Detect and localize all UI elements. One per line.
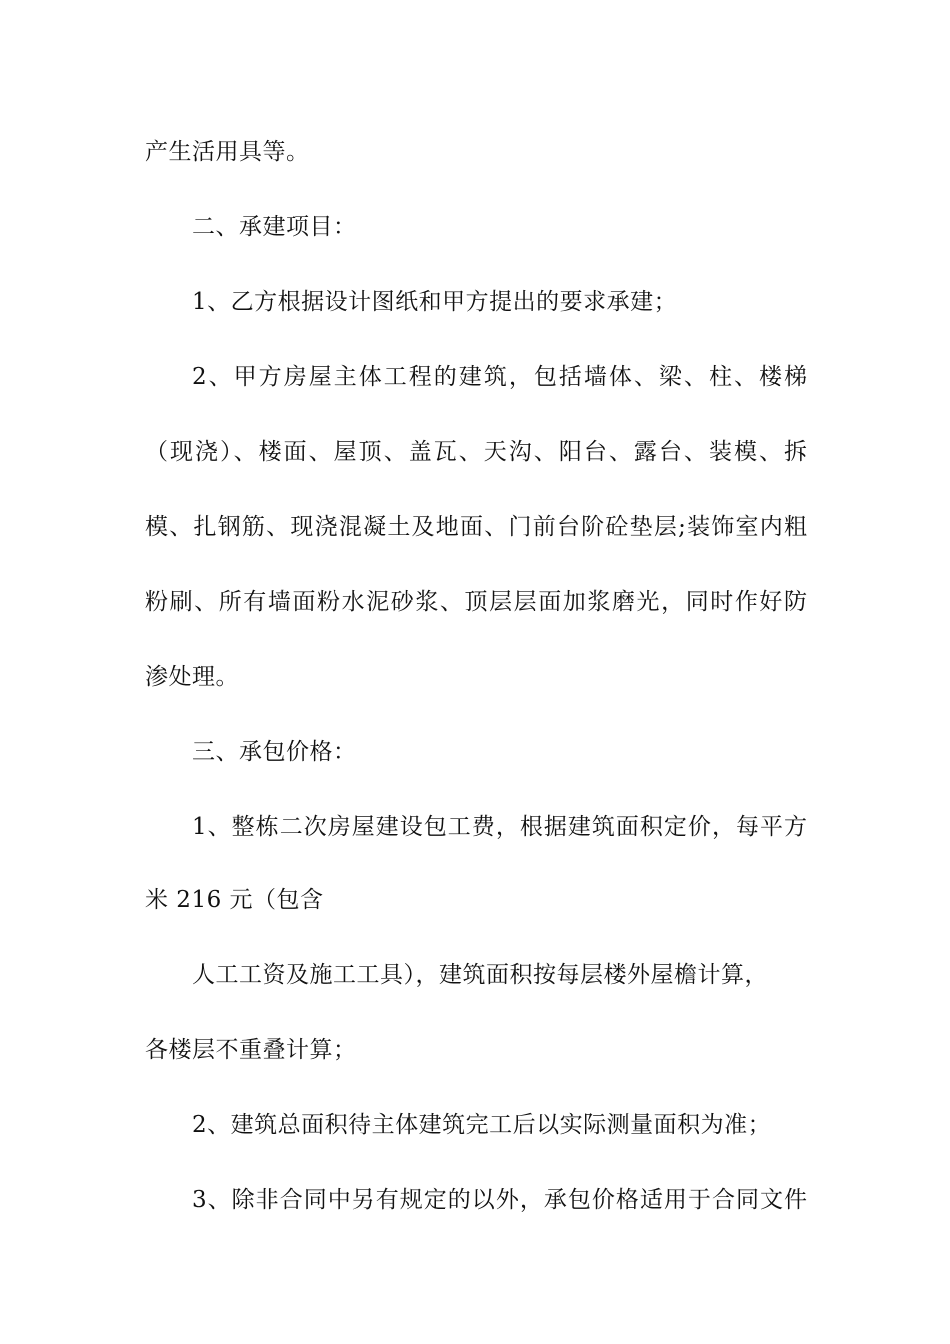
paragraph-line-10: 1、整栋二次房屋建设包工费，根据建筑面积定价，每平方 bbox=[192, 814, 807, 840]
paragraph-line-3: 1、乙方根据设计图纸和甲方提出的要求承建； bbox=[192, 289, 678, 315]
paragraph-line-8: 渗处理。 bbox=[145, 664, 239, 690]
paragraph-line-14: 2、建筑总面积待主体建筑完工后以实际测量面积为准； bbox=[192, 1112, 772, 1138]
paragraph-line-15: 3、除非合同中另有规定的以外，承包价格适用于合同文件 bbox=[192, 1187, 807, 1213]
paragraph-line-13: 各楼层不重叠计算； bbox=[145, 1037, 357, 1063]
paragraph-line-1: 产生活用具等。 bbox=[145, 139, 310, 165]
paragraph-line-6: 模、扎钢筋、现浇混凝土及地面、门前台阶砼垫层;装饰室内粗 bbox=[145, 514, 807, 540]
paragraph-line-11: 米 216 元（包含 bbox=[145, 887, 324, 913]
section-heading-3: 三、承包价格： bbox=[192, 739, 357, 765]
paragraph-line-7: 粉刷、所有墙面粉水泥砂浆、顶层层面加浆磨光，同时作好防 bbox=[145, 589, 807, 615]
paragraph-line-12: 人工工资及施工工具），建筑面积按每层楼外屋檐计算， bbox=[192, 962, 768, 988]
paragraph-line-5: （现浇）、楼面、屋顶、盖瓦、天沟、阳台、露台、装模、拆 bbox=[145, 439, 807, 465]
paragraph-line-4: 2、甲方房屋主体工程的建筑，包括墙体、梁、柱、楼梯 bbox=[192, 364, 807, 390]
section-heading-2: 二、承建项目： bbox=[192, 214, 357, 240]
